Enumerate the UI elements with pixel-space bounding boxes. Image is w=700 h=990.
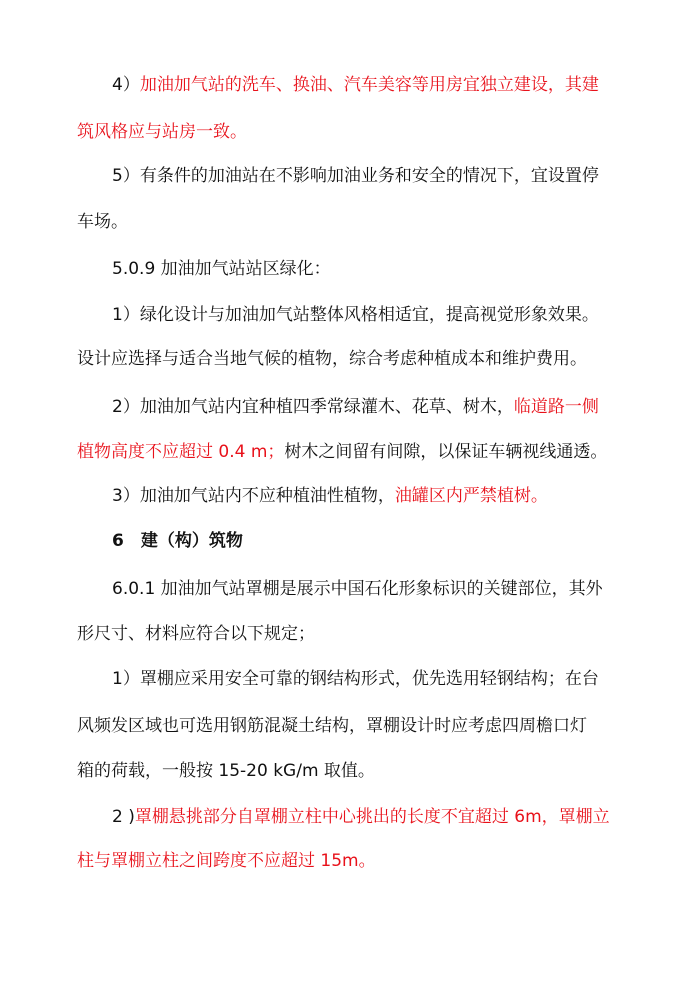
greening-item-3 [112,484,637,508]
heading-text: 6 建（构）筑物 [112,531,243,551]
body-text: 1）绿化设计与加油加气站整体风格相适宜，提高视觉形象效果。 [112,305,599,325]
paragraph-4-line-1 [112,73,637,97]
greening-item-2-line-2 [77,440,637,464]
highlighted-text: 临道路一侧 [513,397,599,417]
section-6-heading [112,529,637,553]
section-5-0-9-title [112,257,637,281]
canopy-item-2-line-1 [112,805,637,829]
highlighted-text: 罩棚悬挑部分自罩棚立柱中心挑出的长度不宜超过 6m，罩棚立 [134,807,610,827]
body-text: 车场。 [77,212,128,232]
item-number: 4） [112,75,140,95]
section-6-0-1-line-2 [77,622,637,646]
paragraph-5-line-2 [77,210,637,234]
body-text: 1）罩棚应采用安全可靠的钢结构形式，优先选用轻钢结构；在台 [112,669,599,689]
canopy-item-1-line-3 [77,759,637,783]
body-text: 5.0.9 加油加气站站区绿化： [112,259,331,279]
canopy-item-2-line-2 [77,849,637,873]
canopy-item-1-line-2 [77,714,637,738]
body-text: 设计应选择与适合当地气候的植物，综合考虑种植成本和维护费用。 [77,349,587,369]
highlighted-text: 筑风格应与站房一致。 [77,122,247,142]
highlighted-text: 植物高度不应超过 0.4 m； [77,442,285,462]
canopy-item-1-line-1 [112,667,637,691]
paragraph-4-line-2 [77,120,637,144]
highlighted-text: 柱与罩棚立柱之间跨度不应超过 15m。 [77,851,376,871]
item-number: 2 ) [112,807,135,827]
highlighted-text: 加油加气站的洗车、换油、汽车美容等用房宜独立建设，其建 [139,75,599,95]
paragraph-5-line-1 [112,164,637,188]
body-text: 树木之间留有间隙，以保证车辆视线通透。 [284,442,608,462]
greening-item-1-line-2 [77,347,637,371]
greening-item-1-line-1 [112,303,637,327]
body-text: 6.0.1 加油加气站罩棚是展示中国石化形象标识的关键部位，其外 [112,579,603,599]
body-text: 2）加油加气站内宜种植四季常绿灌木、花草、树木， [112,397,514,417]
body-text: 风频发区域也可选用钢筋混凝土结构，罩棚设计时应考虑四周檐口灯 [77,716,587,736]
body-text: 5）有条件的加油站在不影响加油业务和安全的情况下，宜设置停 [112,166,599,186]
section-6-0-1-line-1 [112,577,637,601]
body-text: 3）加油加气站内不应种植油性植物， [112,486,395,506]
body-text: 箱的荷载，一般按 15-20 kG/m 取值。 [77,761,375,781]
greening-item-2-line-1 [112,395,637,419]
highlighted-text: 油罐区内严禁植树。 [394,486,548,506]
body-text: 形尺寸、材料应符合以下规定； [77,624,315,644]
